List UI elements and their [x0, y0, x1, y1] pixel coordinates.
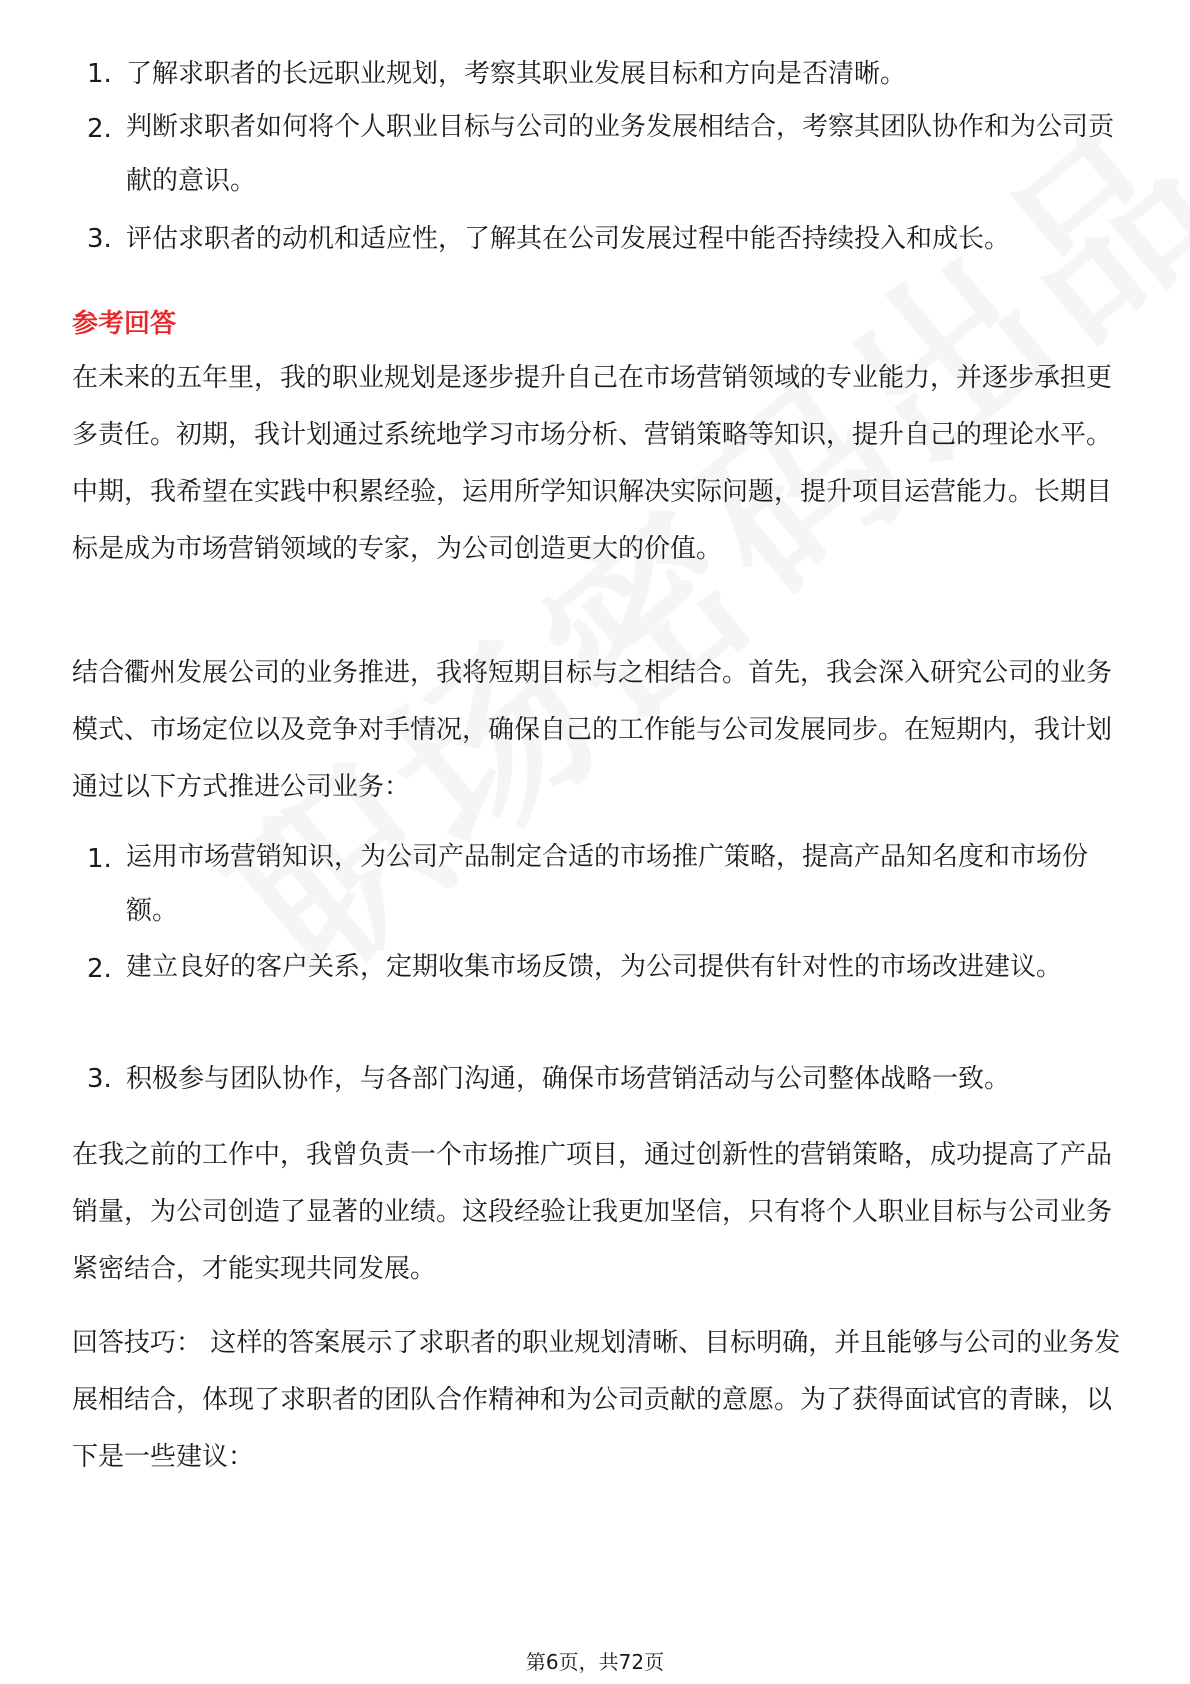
paragraph: 在我之前的工作中，我曾负责一个市场推广项目，通过创新性的营销策略，成功提高了产品销量，为公司创造了显著的业绩。这段经验让我更加坚信，只有将个人职业目标与公司业务紧密结合，才能实现共同发展。 [72, 1140, 1113, 1284]
paragraph: 结合衢州发展公司的业务推进，我将短期目标与之相结合。首先，我会深入研究公司的业务模式、市场定位以及竞争对手情况，确保自己的工作能与公司发展同步。在短期内，我计划通过以下方式推进公司业务： [72, 658, 1113, 802]
list-item-text: 建立良好的客户关系，定期收集市场反馈，为公司提供有针对性的市场改进建议。 [126, 952, 1063, 982]
list-item-text: 判断求职者如何将个人职业目标与公司的业务发展相结合，考察其团队协作和为公司贡献的意识。 [126, 112, 1115, 196]
section-heading: 参考回答 [72, 309, 177, 339]
page-number: 第6页，共72页 [525, 1650, 665, 1674]
list-item-number: 2. [87, 114, 112, 144]
list-item-number: 3. [87, 1064, 112, 1094]
list-item-text: 运用市场营销知识，为公司产品制定合适的市场推广策略，提高产品知名度和市场份额。 [126, 842, 1089, 926]
answer-tips: 回答技巧： 这样的答案展示了求职者的职业规划清晰、目标明确，并且能够与公司的业务发展相结合，体现了求职者的团队合作精神和为公司贡献的意愿。为了获得面试官的青睐，以下是一些建议： [72, 1328, 1121, 1472]
list-item-text: 积极参与团队协作，与各部门沟通，确保市场营销活动与公司整体战略一致。 [126, 1064, 1011, 1094]
list-item-text: 了解求职者的长远职业规划，考察其职业发展目标和方向是否清晰。 [126, 59, 907, 89]
list-item-number: 1. [87, 844, 112, 874]
list-item-number: 1. [87, 59, 112, 89]
list-item-number: 2. [87, 954, 112, 984]
list-item-text: 评估求职者的动机和适应性，了解其在公司发展过程中能否持续投入和成长。 [126, 224, 1011, 254]
paragraph: 在未来的五年里，我的职业规划是逐步提升自己在市场营销领域的专业能力，并逐步承担更多责任。初期，我计划通过系统地学习市场分析、营销策略等知识，提升自己的理论水平。中期，我希望在实践中积累经验，运用所学知识解决实际问题，提升项目运营能力。长期目标是成为市场营销领域的专家，为公司创造更大的价值。 [72, 363, 1113, 564]
list-item-number: 3. [87, 224, 112, 254]
